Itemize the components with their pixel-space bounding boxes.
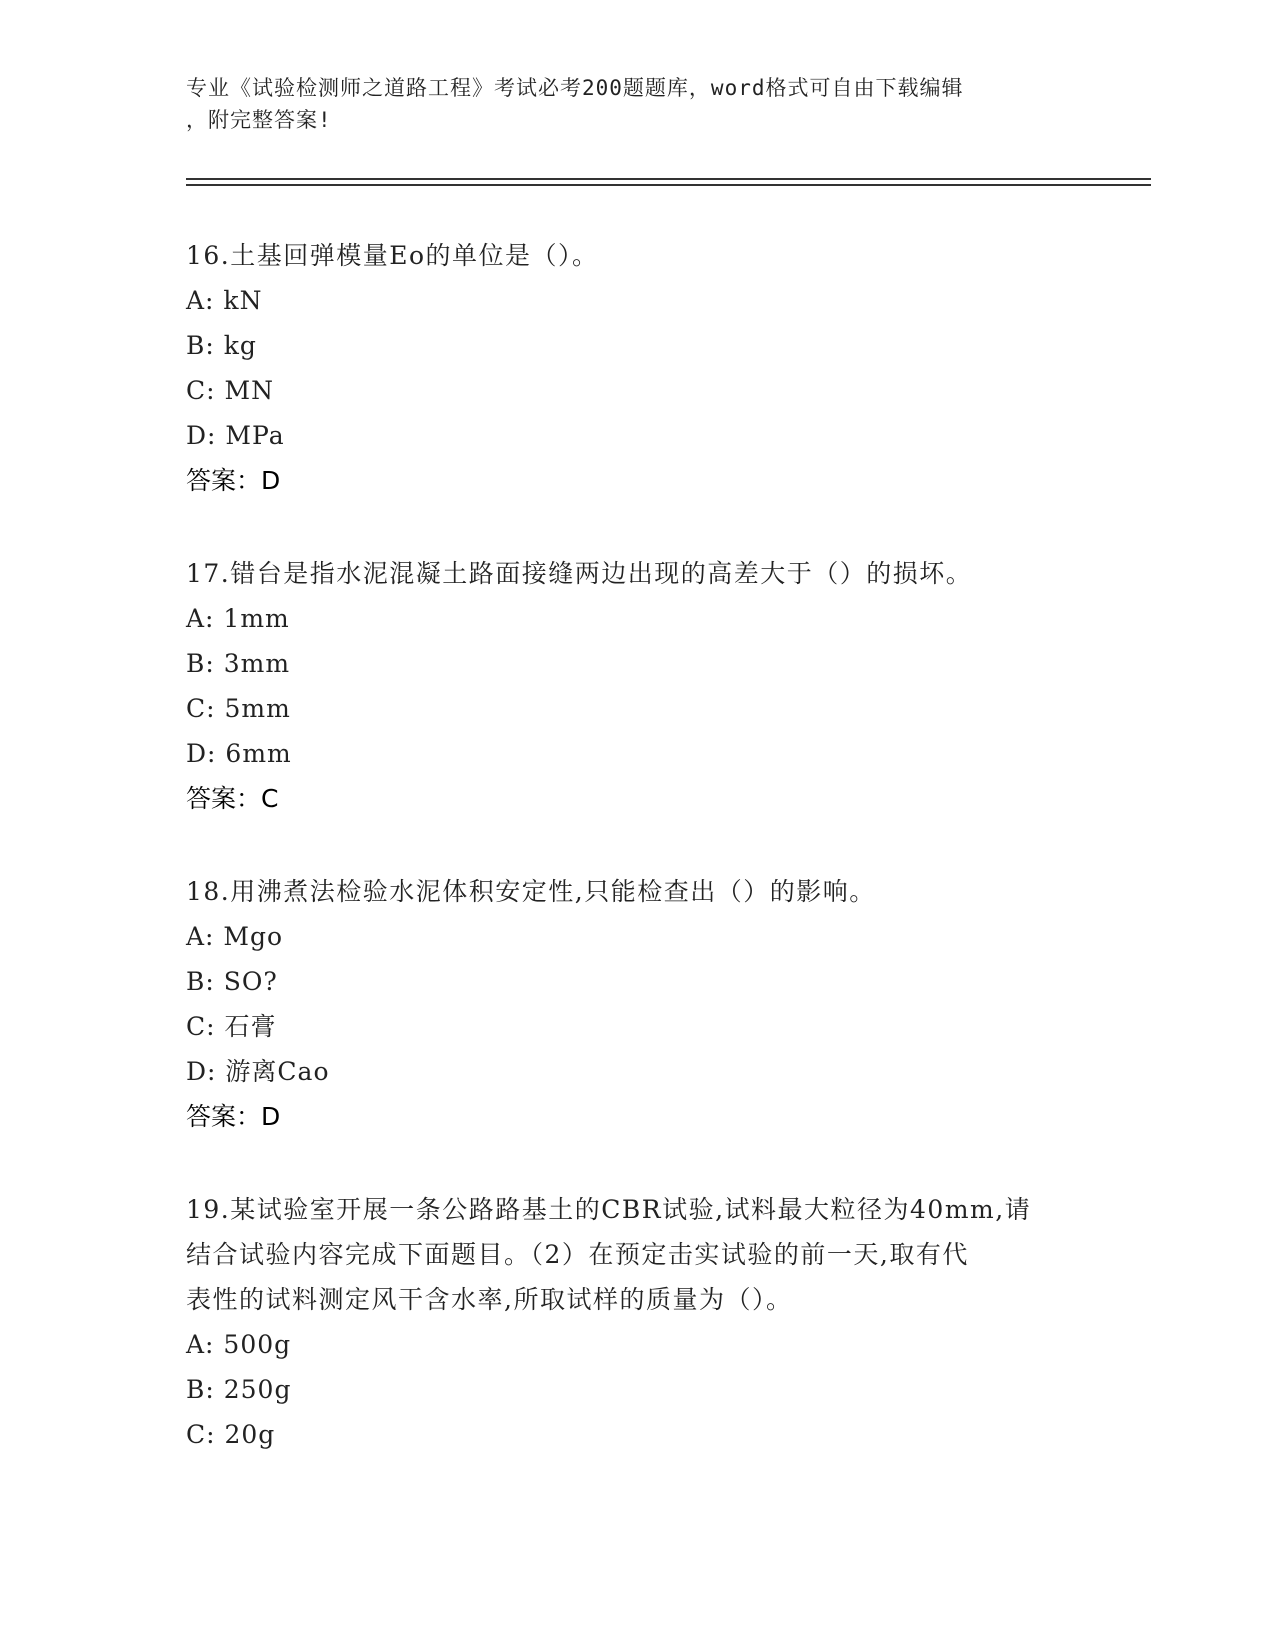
question-stem-line-3: 表性的试料测定风干含水率,所取试样的质量为（）。 <box>186 1285 793 1314</box>
option-c: C: 5mm <box>186 694 291 723</box>
question-stem-line-2: 结合试验内容完成下面题目。（2）在预定击实试验的前一天,取有代 <box>186 1240 969 1269</box>
option-b: B: kg <box>186 331 257 360</box>
question-16 <box>186 233 1086 503</box>
option-c: C: 石膏 <box>186 1012 277 1041</box>
question-stem: 18.用沸煮法检验水泥体积安定性,只能检查出（）的影响。 <box>186 877 876 906</box>
option-c: C: MN <box>186 376 274 405</box>
header-divider-top <box>186 178 1151 180</box>
question-17 <box>186 551 1086 821</box>
answer-text: 答案：C <box>186 784 279 813</box>
option-d: D: 6mm <box>186 739 292 768</box>
question-stem: 16.土基回弹模量Eo的单位是（）。 <box>186 241 599 270</box>
option-a: A: 500g <box>186 1330 292 1359</box>
document-header <box>186 72 1066 136</box>
question-18 <box>186 869 1086 1139</box>
header-title-line-2: ，附完整答案! <box>186 108 332 132</box>
header-title-line-1: 专业《试验检测师之道路工程》考试必考200题题库，word格式可自由下载编辑 <box>186 76 964 100</box>
option-b: B: 250g <box>186 1375 292 1404</box>
header-divider-bottom <box>186 184 1151 186</box>
option-b: B: 3mm <box>186 649 291 678</box>
question-stem-line-1: 19.某试验室开展一条公路路基土的CBR试验,试料最大粒径为40mm,请 <box>186 1195 1032 1224</box>
question-19 <box>186 1187 1086 1457</box>
option-a: A: Mgo <box>186 922 284 951</box>
option-a: A: 1mm <box>186 604 290 633</box>
option-c: C: 20g <box>186 1420 276 1449</box>
question-stem: 17.错台是指水泥混凝土路面接缝两边出现的高差大于（）的损坏。 <box>186 559 973 588</box>
option-a: A: kN <box>186 286 263 315</box>
option-d: D: 游离Cao <box>186 1057 330 1086</box>
option-b: B: SO? <box>186 967 278 996</box>
option-d: D: MPa <box>186 421 285 450</box>
answer-text: 答案：D <box>186 466 281 495</box>
answer-text: 答案：D <box>186 1102 281 1131</box>
